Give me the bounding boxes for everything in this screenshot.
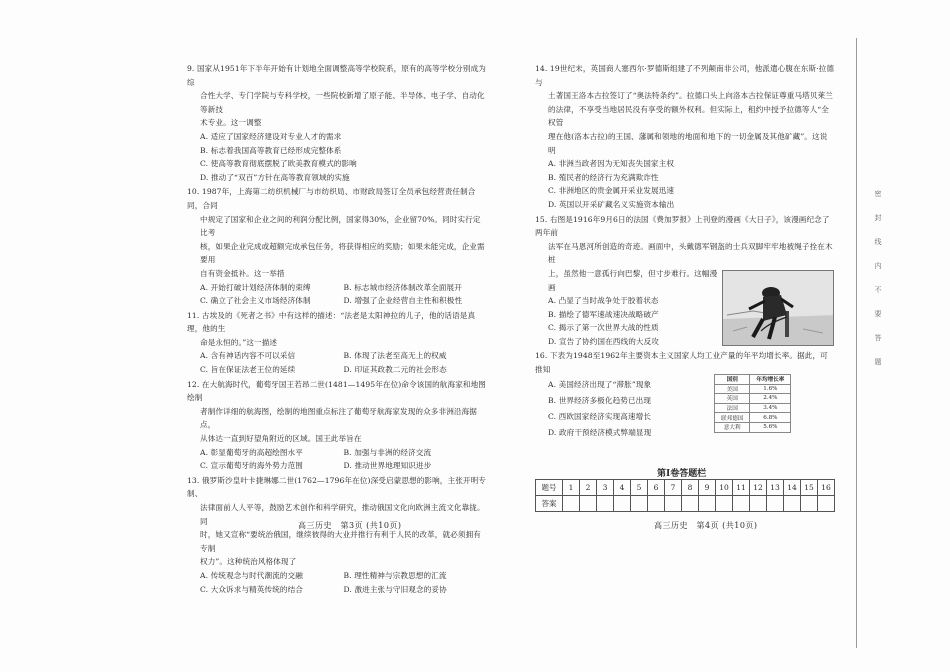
option-a: A. 适应了国家经济建设对专业人才的需求: [200, 131, 342, 141]
answer-number-cell: 10: [716, 480, 733, 496]
question-12-stem: [187, 378, 487, 446]
options: [187, 349, 487, 376]
option-c: C. 宣示葡萄牙的海外势力范围: [200, 461, 303, 471]
option-a: A. 彰显葡萄牙的高超绘图水平: [200, 447, 303, 457]
option-c: C. 大众诉求与精英传统的结合: [200, 584, 303, 594]
answer-blank[interactable]: [716, 496, 733, 512]
table-cell: 1.6%: [750, 384, 791, 394]
answer-blank[interactable]: [733, 496, 750, 512]
row-label-answer: 答案: [536, 496, 563, 512]
stem-line: 中规定了国家和企业之间的利润分配比例，国家得30%，企业留70%。同时实行定比考: [200, 214, 481, 238]
stem-line: 法军在马恩河所创造的奇迹。画面中，头戴德军钢盔的士兵双脚牢牢地被绳子拴在木桩: [548, 241, 833, 265]
stem-line: 14. 19世纪末，英国商人塞西尔·罗德斯组建了不列颠南非公司，他派遣心腹在东斯·拉德与: [535, 64, 835, 87]
option-b: B. 世界经济多极化趋势已出现: [548, 395, 652, 405]
option-b: B. 描绘了德军速战速决战略破产: [548, 309, 659, 319]
stem-line: 者制作详细的航海图，绘制的地图重点标注了葡萄牙航海家发现的众多非洲沿海据点，: [200, 406, 477, 430]
answer-blank[interactable]: [750, 496, 767, 512]
option-a: A. 传统观念与时代潮流的交融: [200, 570, 303, 580]
option-a: A. 非洲当政者因为无知丧失国家主权: [548, 159, 675, 169]
option-c: C. 旨在保证法老王位的延续: [200, 365, 296, 375]
option-d: D. 推动世界地理知识进步: [343, 461, 432, 471]
question-12: [187, 378, 487, 473]
stem-line: 理在他(洛本古拉)的王国、藩属和领地的地面和地下的一切金属及其他矿藏”。这说明: [548, 131, 828, 155]
binding-char: 密: [874, 190, 882, 198]
stem-line: 土著国王洛本古拉签订了“奥法特条约”。拉德口头上向洛本古拉保证尊重马塔贝莱兰: [548, 91, 833, 101]
left-column: [187, 62, 487, 597]
option-d: D. 增强了企业经营自主性和积极性: [343, 296, 463, 306]
table-cell: 联邦德国: [715, 413, 750, 423]
table-header-cell: 国别: [715, 375, 750, 385]
stem-line: 时，她又宣称“要统治俄国，继续彼得的大业并推行有利于人民的改革，就必须拥有专制: [200, 530, 481, 553]
option-a: A. 含有神话内容不可以采信: [200, 351, 296, 361]
options: [187, 569, 487, 596]
option-c: C. 使高等教育彻底摆脱了欧美教育模式的影响: [200, 159, 357, 169]
table-row: [715, 403, 791, 413]
stem-line: 9. 国家从1951年下半年开始有计划地全面调整高等学校院系，原有的高等学校分别成为综: [187, 64, 486, 87]
answer-blank[interactable]: [648, 496, 665, 512]
option-d: D. 政府干预经济模式弊端显现: [548, 427, 652, 437]
table-row: [715, 394, 791, 404]
answer-blank[interactable]: [801, 496, 818, 512]
answer-number-cell: 16: [818, 480, 835, 496]
question-11: [187, 309, 487, 377]
option-a: A. 开始打破计划经济体制的束缚: [200, 282, 311, 292]
answer-blank[interactable]: [580, 496, 597, 512]
question-11-stem: [187, 309, 487, 350]
table-cell: 6.8%: [750, 413, 791, 423]
table-row: [715, 384, 791, 394]
stem-line: 13. 俄罗斯沙皇叶卡捷琳娜二世(1762—1796年在位)深受启蒙思想的影响，主张开明专制、: [187, 475, 486, 499]
options: [187, 446, 487, 473]
table-row: [715, 413, 791, 423]
table-cell: 3.4%: [750, 403, 791, 413]
binding-char: 题: [874, 358, 882, 366]
option-b: B. 标志城市经济体制改革全面展开: [343, 282, 462, 292]
answer-blank[interactable]: [682, 496, 699, 512]
stem-line: 15. 右图是1916年9月6日的法国《费加罗报》上刊登的漫画《大日子》，该漫画纪念了两年前: [535, 214, 830, 238]
binding-char: 封: [874, 214, 882, 222]
answer-number-cell: 2: [580, 480, 597, 496]
answer-blank[interactable]: [614, 496, 631, 512]
answer-number-cell: 3: [597, 480, 614, 496]
stem-line: 从体达一直到好望角附近的区域。国王此举旨在: [200, 434, 362, 444]
answer-number-cell: 11: [733, 480, 750, 496]
table-cell: 意大利: [715, 422, 750, 432]
answer-blank[interactable]: [665, 496, 682, 512]
answer-number-cell: 13: [767, 480, 784, 496]
option-d: D. 印证其政教二元的社会形态: [343, 365, 447, 375]
option-c: C. 西欧国家经济实现高速增长: [548, 411, 651, 421]
stem-line: 命是永恒的。”这一描述: [200, 337, 278, 347]
table-header-row: [715, 375, 791, 385]
stem-line: 的法律，不享受当地居民没有享受的额外权利。但实际上，租约中授予拉德等人“全权管: [548, 104, 829, 128]
question-14: [535, 62, 835, 212]
stem-line: 11. 古埃及的《死者之书》中有这样的描述：“法老是太阳神拉的儿子，他的话语是真理，他的生: [187, 310, 476, 334]
answer-number-cell: 5: [631, 480, 648, 496]
answer-input-row: [536, 496, 835, 512]
answer-blank[interactable]: [563, 496, 580, 512]
stem-line: 自有资金抵补。这一举措: [200, 268, 285, 278]
question-9: [187, 62, 487, 184]
answer-number-cell: 7: [665, 480, 682, 496]
binding-char: 不: [874, 286, 882, 294]
answer-blank[interactable]: [767, 496, 784, 512]
table-cell: 2.4%: [750, 394, 791, 404]
answer-number-cell: 6: [648, 480, 665, 496]
table-header-cell: 年均增长率: [750, 375, 791, 385]
answer-number-cell: 14: [784, 480, 801, 496]
answer-blank[interactable]: [597, 496, 614, 512]
answer-number-cell: 9: [699, 480, 716, 496]
option-b: B. 标志着我国高等教育已经形成完整体系: [200, 145, 342, 155]
table-cell: 法国: [715, 403, 750, 413]
stem-line: 上，虽然他一意孤行向巴黎，但寸步难行。这幅漫画: [548, 268, 718, 292]
table-cell: 5.6%: [750, 422, 791, 432]
option-d: D. 宣告了协约国在西线的大反攻: [548, 336, 659, 346]
stem-line: 权力”。这种统治风格体现了: [200, 557, 297, 567]
answer-section-title: 第Ⅰ卷答题栏: [657, 469, 707, 479]
binding-char: 答: [874, 334, 882, 342]
answer-blank[interactable]: [818, 496, 835, 512]
answer-blank[interactable]: [699, 496, 716, 512]
answer-number-cell: 1: [563, 480, 580, 496]
question-14-stem: [535, 62, 835, 157]
answer-number-row: [536, 480, 835, 496]
question-10: [187, 185, 487, 307]
page-footer-left: 高三历史 第3页 (共10页): [298, 521, 402, 530]
answer-blank[interactable]: [784, 496, 801, 512]
option-d: D. 激进主张与守旧观念的妥协: [343, 584, 447, 594]
answer-grid: [535, 479, 835, 512]
answer-blank[interactable]: [631, 496, 648, 512]
row-label-number: 题号: [536, 480, 563, 496]
table-row: [715, 422, 791, 432]
question-9-stem: [187, 62, 487, 130]
question-10-stem: [187, 185, 487, 280]
option-c: C. 确立了社会主义市场经济体制: [200, 296, 311, 306]
binding-char: 要: [874, 310, 882, 318]
answer-number-cell: 15: [801, 480, 818, 496]
options: [187, 281, 487, 308]
binding-char: 内: [874, 262, 882, 270]
binding-warning-text: [872, 182, 884, 374]
growth-rate-table: [714, 374, 791, 433]
stem-line: 12. 在大航海时代，葡萄牙国王若昂二世(1481—1495年在位)命令该国的航海家和地图绘制: [187, 379, 486, 403]
stem-line: 核，如果企业完成或超额完成承包任务，将获得相应的奖励；如果未能完成，企业需要用: [200, 241, 485, 265]
option-a: A. 美国经济出现了“滞胀”现象: [548, 379, 652, 389]
option-c: C. 揭示了第一次世界大战的性质: [548, 323, 659, 333]
stem-line: 合性大学、专门学院与专科学校，一些院校新增了原子能、半导体、电子学、自动化等新技: [200, 91, 485, 114]
option-b: B. 殖民者的经济行为充满欺诈性: [548, 172, 659, 182]
answer-number-cell: 4: [614, 480, 631, 496]
cartoon-image: [722, 270, 834, 346]
option-a: A. 凸显了当时战争处于胶着状态: [548, 296, 659, 306]
option-d: D. 英国以开采矿藏名义实施资本输出: [548, 199, 675, 209]
answer-number-cell: 8: [682, 480, 699, 496]
stem-line: 法律面前人人平等，鼓励艺术创作和科学研究，推动俄国文化向欧洲主流文化靠拢。同: [200, 503, 485, 526]
table-cell: 美国: [715, 384, 750, 394]
question-16-stem: [535, 349, 835, 376]
binding-char: 线: [874, 238, 882, 246]
option-b: B. 体现了法老至高无上的权威: [343, 351, 447, 361]
option-c: C. 非洲地区的贵金属开采业发展迅速: [548, 186, 675, 196]
option-b: B. 加强与非洲的经济交流: [343, 447, 432, 457]
question-13: [187, 474, 487, 596]
stem-line: 10. 1987年，上海第二纺织机械厂与市纺织局、市财政局签订全员承包经营责任制合同，合同: [187, 187, 476, 210]
stem-line: 术专业。这一调整: [200, 118, 262, 128]
option-d: D. 推动了“双百”方针在高等教育领域的实施: [200, 172, 350, 182]
table-cell: 英国: [715, 394, 750, 404]
option-b: B. 理性精神与宗教思想的汇流: [343, 570, 447, 580]
page-footer-right: 高三历史 第4页 (共10页): [654, 521, 758, 530]
answer-number-cell: 12: [750, 480, 767, 496]
stem-line: 16. 下表为1948至1962年主要资本主义国家人均工业产量的年平均增长率。据此，可推知: [535, 351, 828, 375]
cartoon-drawing: [723, 271, 834, 346]
